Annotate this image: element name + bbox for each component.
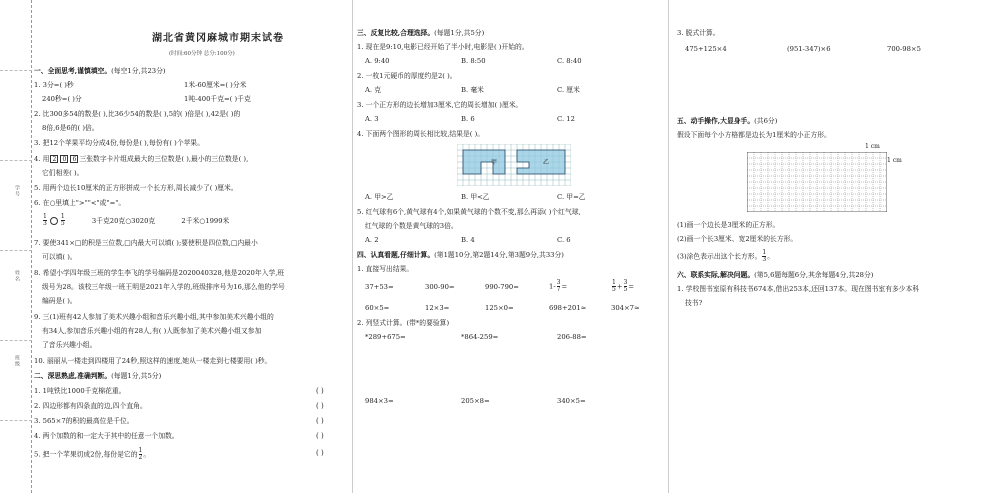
margin-divider — [0, 250, 32, 251]
choice-q1: 1. 现在是9:10,电影已经开始了半小时,电影是( )开始的。 — [357, 43, 529, 51]
mixed-calc: 475+125×4 — [685, 45, 727, 53]
digit-card: 2 — [50, 155, 58, 163]
choice-q5-opt-a: A. 2 — [365, 236, 379, 244]
fraction: $\frac{1}{3}$ — [762, 249, 767, 263]
q6-compare-row: $\frac{1}{3}$ $\frac{1}{5}$ 3千克20克○3020克 2千米○1999米 — [43, 213, 230, 227]
shape-comparison-grid — [457, 144, 571, 186]
column-3 — [668, 0, 994, 493]
vertical-calc: 340×5= — [557, 397, 586, 405]
grid-intro: 假设下面每个小方格都是边长为1厘米的小正方形。 — [677, 131, 831, 139]
section-6-heading: 六、联系实际,解决问题。(第5,6题每题6分,其余每题4分,共28分) — [677, 271, 874, 279]
task-3: (3)涂色表示出这个长方形。 $\frac{1}{3}$ 。 — [677, 249, 775, 263]
exam-title: 湖北省黄冈麻城市期末试卷 — [152, 33, 284, 44]
section-1-heading: 一、全面思考,谨慎填空。(每空1分,共23分) — [34, 67, 166, 75]
calc-q3: 3. 脱式计算。 — [677, 29, 720, 37]
calc-item-fraction-sum: $\frac{1}{5}$ + $\frac{3}{5}$ = — [612, 279, 635, 293]
problem-1b: 技书? — [685, 299, 703, 307]
choice-q1-opt-c: C. 8:40 — [557, 57, 582, 65]
q9c: 了音乐兴趣小组。 — [42, 341, 97, 349]
square-grid — [747, 152, 887, 212]
q9b: 有34人,参加音乐兴趣小组的有28人,有( )人既参加了美术兴趣小组又参加 — [42, 327, 262, 335]
unit-label-top: 1 cm — [865, 143, 880, 150]
exam-subtitle: (时间:60分钟 总分:100分) — [169, 51, 235, 57]
section-3-heading: 三、反复比较,合理选择。(每题1分,共5分) — [357, 29, 485, 37]
choice-q5a: 5. 红气球有6个,黄气球有4个,如果黄气球的个数不变,那么再添( )个红气球, — [357, 208, 581, 216]
vertical-calc: *864-259= — [461, 333, 499, 341]
calc-item: 990-790= — [485, 283, 519, 291]
answer-paren[interactable]: ( ) — [316, 449, 324, 457]
shape-jia — [463, 150, 505, 174]
q3: 3. 把12个苹果平均分成4份,每份是( ),每份有( )个苹果。 — [34, 139, 205, 147]
calc-item: 60×5= — [365, 304, 390, 312]
calc-item-fraction: 1- $\frac{3}{7}$ = — [549, 279, 568, 293]
fraction: $\frac{1}{3}$ — [43, 213, 47, 227]
q1c: 240秒=( )分 — [42, 95, 82, 103]
task-1: (1)画一个边长是3厘米的正方形。 — [677, 221, 780, 229]
q10: 10. 丽丽从一楼走到四楼用了24秒,照这样的速度,她从一楼走到七楼要用( )秒。 — [34, 357, 272, 365]
q7b: 可以填( )。 — [42, 253, 77, 261]
calc-item: 37+53= — [365, 283, 394, 291]
calc-item: 300-90= — [425, 283, 455, 291]
q2a: 2. 比300多54的数是( ),比36少54的数是( ),5的( )倍是( ),42是( )的 — [34, 110, 241, 118]
shape-yi — [517, 150, 565, 174]
section-2-heading: 二、深思熟虑,准确判断。(每题1分,共5分) — [34, 372, 162, 380]
choice-q4-opt-c: C. 甲=乙 — [557, 193, 586, 201]
q2b: 8倍,6是6的( )倍。 — [42, 124, 99, 132]
judge-item-5: 5. 把一个苹果切成2份,每份是它的 $\frac{1}{2}$ 。 — [34, 447, 151, 461]
task-2: (2)画一个长3厘米、宽2厘米的长方形。 — [677, 235, 798, 243]
shape-yi-label: 乙 — [543, 159, 550, 166]
vertical-calc: *289+675= — [365, 333, 406, 341]
answer-paren[interactable]: ( ) — [316, 432, 324, 440]
margin-label-id: 学号 — [14, 185, 20, 197]
choice-q4: 4. 下面两个图形的周长相比较,结果是( )。 — [357, 130, 485, 138]
choice-q1-opt-b: B. 8:50 — [461, 57, 486, 65]
mixed-calc: (951-347)×6 — [787, 45, 831, 53]
mixed-calc: 700-98×5 — [887, 45, 921, 53]
q8a: 8. 希望小学四年级三班的学生李飞的学号编码是2020040328,他是2020年入学,班 — [34, 269, 285, 277]
column-1 — [34, 0, 344, 493]
judge-item-4: 4. 两个加数的和一定大于其中的任意一个加数。 — [34, 432, 179, 440]
calc-item: 125×0= — [485, 304, 514, 312]
shape-jia-label: 甲 — [491, 159, 498, 166]
fraction: $\frac{3}{5}$ — [623, 279, 628, 293]
q7a: 7. 要使341×□的积是三位数,□内最大可以填( );要使积是四位数,□内最小 — [34, 239, 258, 247]
q1a: 1. 3分=( )秒 — [34, 81, 74, 89]
choice-q3-opt-b: B. 6 — [461, 115, 475, 123]
digit-card: 6 — [70, 155, 78, 163]
choice-q2-opt-c: C. 厘米 — [557, 86, 580, 94]
calc-item: 698+201≈ — [549, 304, 587, 312]
digit-card: 0 — [60, 155, 68, 163]
calc-q2: 2. 列竖式计算。(带*的要验算) — [357, 319, 450, 327]
section-5-heading: 五、动手操作,大显身手。(共6分) — [677, 117, 778, 125]
judge-item-2: 2. 四边形都有四条直的边,四个直角。 — [34, 402, 147, 410]
answer-paren[interactable]: ( ) — [316, 402, 324, 410]
choice-q5-opt-b: B. 4 — [461, 236, 475, 244]
choice-q5-opt-c: C. 6 — [557, 236, 571, 244]
choice-q4-opt-b: B. 甲<乙 — [461, 193, 490, 201]
judge-item-3: 3. 565×7的积的最高位是千位。 — [34, 417, 134, 425]
margin-label-name: 姓名 — [14, 270, 20, 282]
choice-q4-opt-a: A. 甲>乙 — [365, 193, 394, 201]
vertical-calc: 206-88= — [557, 333, 587, 341]
problem-1a: 1. 学校图书室原有科技书674本,借出253本,还回137本。现在图书室有多少本科 — [677, 285, 920, 293]
choice-q2-opt-a: A. 克 — [365, 86, 382, 94]
choice-q3-opt-a: A. 3 — [365, 115, 379, 123]
fraction: $\frac{1}{2}$ — [138, 447, 143, 461]
q4c: 它们相差( )。 — [42, 169, 84, 177]
q1b: 1米-60厘米=( )分米 — [184, 81, 247, 89]
fraction: $\frac{3}{7}$ — [556, 279, 561, 293]
q5: 5. 用两个边长10厘米的正方形拼成一个长方形,周长减少了( )厘米。 — [34, 184, 238, 192]
vertical-calc: 205×8= — [461, 397, 490, 405]
calc-item: 12×3= — [425, 304, 450, 312]
choice-q5b: 红气球的个数是黄气球的3倍。 — [365, 222, 458, 230]
q8c: 编码是( )。 — [42, 297, 77, 305]
binding-margin — [0, 0, 32, 493]
fraction: $\frac{1}{5}$ — [60, 213, 65, 227]
calc-item: 304×7≈ — [611, 304, 640, 312]
compare-circle — [50, 217, 58, 225]
section-4-heading: 四、认真看题,仔细计算。(第1题10分,第2题14分,第3题9分,共33分) — [357, 251, 564, 259]
choice-q3: 3. 一个正方形的边长增加3厘米,它的周长增加( )厘米。 — [357, 101, 523, 109]
choice-q3-opt-c: C. 12 — [557, 115, 575, 123]
answer-paren[interactable]: ( ) — [316, 417, 324, 425]
choice-q2-opt-b: B. 毫米 — [461, 86, 484, 94]
choice-q1-opt-a: A. 9:40 — [365, 57, 390, 65]
margin-divider — [0, 420, 32, 421]
calc-q1: 1. 直接写出结果。 — [357, 265, 414, 273]
q6: 6. 在○里填上">""<"或"="。 — [34, 199, 126, 207]
margin-divider — [0, 340, 32, 341]
unit-label-side: 1 cm — [887, 157, 902, 164]
q4: 4. 用 2 0 6 三张数字卡片组成最大的三位数是( ),最小的三位数是( ), — [34, 155, 249, 163]
margin-label-class: 班级 — [14, 355, 20, 367]
q9a: 9. 三(1)班有42人参加了美术兴趣小组和音乐兴趣小组,其中参加美术兴趣小组的 — [34, 313, 274, 321]
q8b: 级号为28。该校三年级一班王明是2021年入学的,班级排序号为16,那么他的学号 — [42, 283, 285, 291]
answer-paren[interactable]: ( ) — [316, 387, 324, 395]
margin-divider — [0, 70, 32, 71]
q1d: 1吨-400千克=( )千克 — [184, 95, 251, 103]
margin-divider — [0, 160, 32, 161]
vertical-calc: 984×3= — [365, 397, 394, 405]
judge-item-1: 1. 1吨铁比1000千克棉花重。 — [34, 387, 126, 395]
choice-q2: 2. 一枚1元硬币的厚度约是2( )。 — [357, 72, 457, 80]
column-2 — [352, 0, 657, 493]
fraction: $\frac{1}{5}$ — [612, 279, 616, 293]
